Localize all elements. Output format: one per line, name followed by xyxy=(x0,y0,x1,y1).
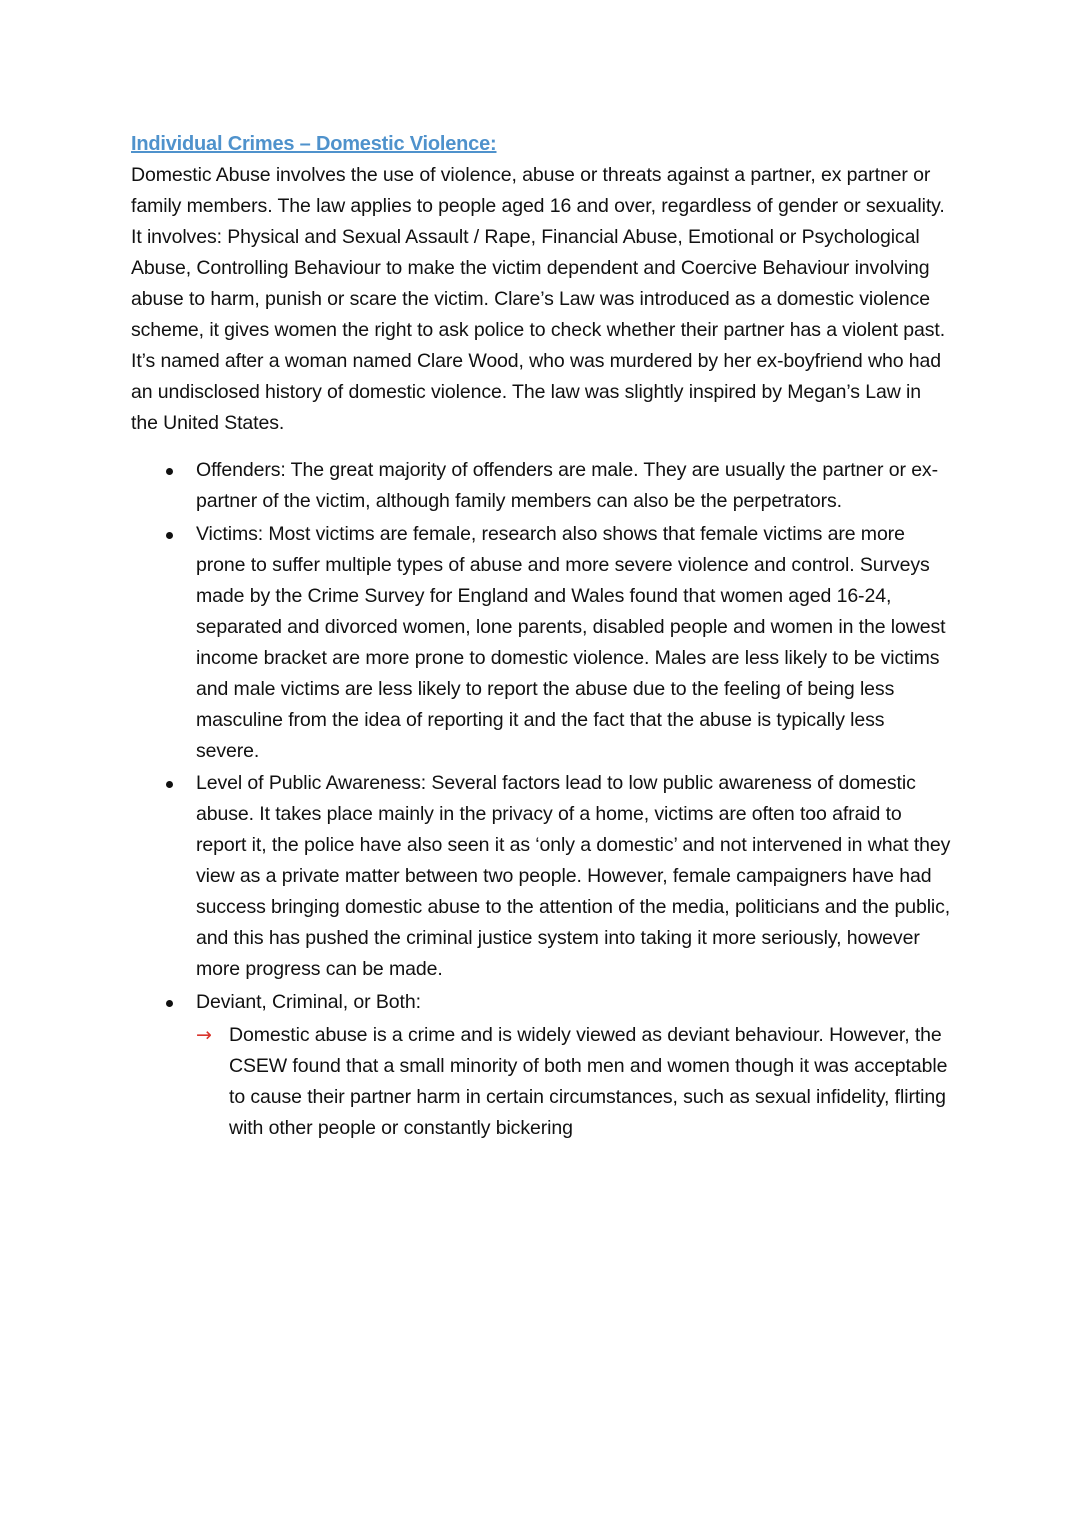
sub-bullet-list xyxy=(196,1020,951,1144)
sub-bullet-item xyxy=(196,1020,951,1144)
section-heading: Individual Crimes – Domestic Violence: xyxy=(131,133,497,155)
bullet-text: Offenders: The great majority of offenders are male. They are usually the partner or ex-partner of the victim, although family members can also be the perpetrators. xyxy=(196,459,938,512)
bullet-text: Victims: Most victims are female, research also shows that female victims are more prone to suffer multiple types of abuse and more severe violence and control. Surveys made by the Crime Survey for England and Wales found that women aged 16-24, separated and divorced women, lone parents, disabled people and women in the lowest income bracket are more prone to domestic violence. Males are less likely to be victims and male victims are less likely to report the abuse due to the feeling of being less masculine from the idea of reporting it and the fact that the abuse is typically less severe. xyxy=(196,522,946,762)
bullet-item-deviant-criminal xyxy=(131,987,951,1144)
document-page xyxy=(131,130,951,1145)
bullet-item-public-awareness xyxy=(131,768,951,985)
bullet-item-offenders xyxy=(131,455,951,517)
arrow-right-icon: → xyxy=(196,1023,212,1046)
intro-paragraph: Domestic Abuse involves the use of violence, abuse or threats against a partner, ex partner or family members. The law applies to people aged 16 and over, regardless of gender or sexuality. It involves: Physical and Sexual Assault / Rape, Financial Abuse, Emotional or Psychological Abuse, Controlling Behaviour to make the victim dependent and Coercive Behaviour involving abuse to harm, punish or scare the victim. Clare’s Law was introduced as a domestic violence scheme, it gives women the right to ask police to check whether their partner has a violent past. It’s named after a woman named Clare Wood, who was murdered by her ex-boyfriend who had an undisclosed history of domestic violence. The law was slightly inspired by Megan’s Law in the United States. xyxy=(131,164,946,434)
bullet-dot-icon xyxy=(166,781,173,788)
sub-bullet-text: Domestic abuse is a crime and is widely viewed as deviant behaviour. However, the CSEW found that a small minority of both men and women though it was acceptable to cause their partner harm in certain circumstances, such as sexual infidelity, flirting with other people or constantly bickering xyxy=(229,1023,948,1139)
bullet-dot-icon xyxy=(166,468,173,475)
bullet-text: Level of Public Awareness: Several factors lead to low public awareness of domestic abuse. It takes place mainly in the privacy of a home, victims are often too afraid to report it, the police have also seen it as ‘only a domestic’ and not intervened in what they view as a private matter between two people. However, female campaigners have had success bringing domestic abuse to the attention of the media, politicians and the public, and this has pushed the criminal justice system into taking it more seriously, however more progress can be made. xyxy=(196,772,951,980)
bullet-list xyxy=(131,455,951,1144)
bullet-text: Deviant, Criminal, or Both: xyxy=(196,990,421,1013)
bullet-dot-icon xyxy=(166,1000,173,1007)
bullet-dot-icon xyxy=(166,532,173,539)
bullet-item-victims xyxy=(131,519,951,767)
